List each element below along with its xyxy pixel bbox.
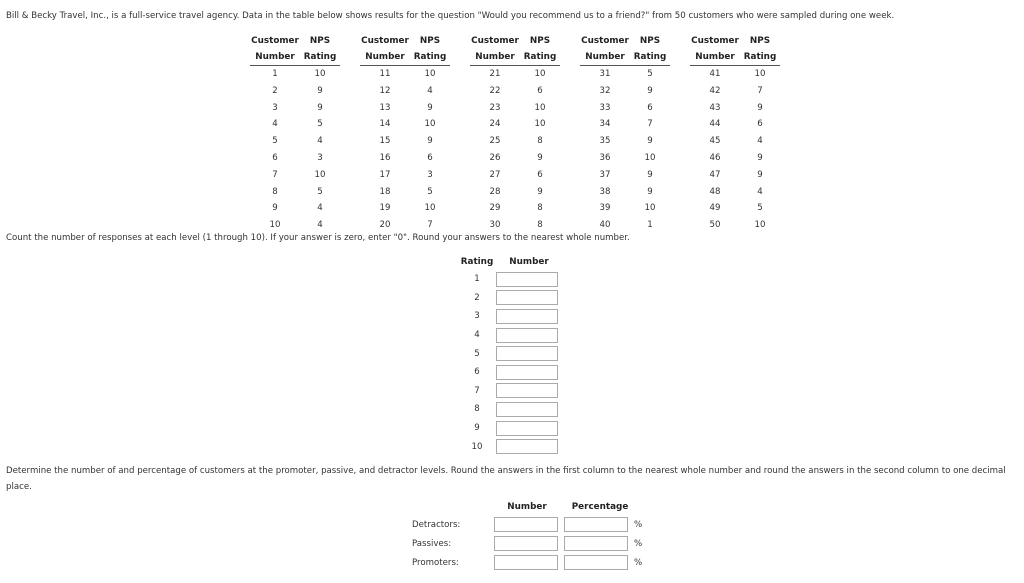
nps-table-group-5: [690, 33, 780, 234]
table-row: 50 10: [709, 220, 766, 231]
group-header: [470, 33, 560, 65]
table-row: 39 10: [599, 203, 656, 214]
header-nps: NPS: [419, 36, 441, 46]
table-row: 4 5: [272, 119, 323, 130]
header-rating: Rating: [303, 52, 337, 62]
rating-2-count-input[interactable]: [496, 290, 558, 305]
passives-label: Passives:: [412, 538, 452, 549]
header-nps: NPS: [639, 36, 661, 46]
table-row: 33 6: [599, 102, 653, 113]
promoters-row: [412, 553, 642, 572]
table-row: 29 8: [489, 203, 543, 214]
table-row: 31 5: [599, 69, 653, 79]
table-row: 40 1: [599, 220, 653, 231]
table-row: 15 9: [379, 136, 433, 147]
header-number: Number: [585, 52, 625, 62]
rating-row: [458, 437, 562, 456]
rating-9-count-input[interactable]: [496, 421, 558, 436]
header-number: Number: [365, 52, 405, 62]
percent-sign: %: [634, 519, 643, 530]
rating-label: 3: [474, 311, 480, 322]
table-row: 34 7: [599, 119, 653, 130]
table-row: 48 4: [709, 186, 763, 197]
header-number: Number: [695, 52, 735, 62]
promoters-label: Promoters:: [412, 557, 459, 568]
rating-1-count-input[interactable]: [496, 272, 558, 287]
table-row: 9 4: [272, 203, 323, 214]
rating-3-count-input[interactable]: [496, 309, 558, 324]
rating-label: 8: [474, 404, 480, 415]
table-row: 26 9: [489, 152, 543, 163]
percent-sign: %: [634, 557, 643, 568]
detractors-label: Detractors:: [412, 519, 461, 530]
detractors-row: [412, 515, 642, 534]
header-rating: Rating: [633, 52, 667, 62]
rating-label: 2: [474, 292, 480, 303]
header-customer: Customer: [581, 36, 629, 46]
table-row: 46 9: [709, 152, 763, 163]
group-header: [580, 33, 670, 65]
table-row: 2 9: [272, 85, 323, 96]
nps-table-group-3: [470, 33, 560, 234]
rating-row: [458, 307, 562, 326]
level-table: [412, 500, 642, 572]
table-row: 47 9: [709, 169, 763, 180]
intro-text: Bill & Becky Travel, Inc., is a full-service travel agency. Data in the table below shows results for the question "Would you recommend us to a friend?" from 50 customers who were sampled during one week.: [6, 11, 895, 21]
table-row: 42 7: [709, 85, 763, 96]
table-row: 43 9: [709, 102, 763, 113]
passives-row: [412, 534, 642, 553]
rating-row: [458, 382, 562, 401]
header-number: Number: [255, 52, 295, 62]
table-row: 23 10: [489, 102, 546, 113]
rating-label: 10: [471, 441, 483, 452]
rating-4-count-input[interactable]: [496, 328, 558, 343]
rating-header: Rating: [460, 257, 494, 267]
nps-table-group-2: [360, 33, 450, 234]
rating-6-count-input[interactable]: [496, 365, 558, 380]
level-number-header: Number: [507, 502, 547, 512]
promoters-number-input[interactable]: [494, 555, 558, 570]
nps-table-group-4: [580, 33, 670, 234]
rating-row: [458, 344, 562, 363]
table-row: 13 9: [379, 102, 433, 113]
table-row: 41 10: [709, 69, 766, 79]
rating-label: 6: [474, 367, 480, 378]
detractors-number-input[interactable]: [494, 517, 558, 532]
nps-table-group-1: [250, 33, 340, 234]
level-instructions: Determine the number of and percentage of customers at the promoter, passive, and detractor levels. Round the answers in the first column to the nearest whole number and round the answers in the second column to one decimal place.: [6, 466, 1006, 492]
table-row: 36 10: [599, 152, 656, 163]
promoters-percentage-input[interactable]: [564, 555, 628, 570]
header-nps: NPS: [309, 36, 331, 46]
table-row: 32 9: [599, 85, 653, 96]
rating-8-count-input[interactable]: [496, 402, 558, 417]
table-row: 17 3: [379, 169, 433, 180]
rating-row: [458, 400, 562, 419]
rating-label: 9: [474, 423, 480, 434]
table-row: 37 9: [599, 169, 653, 180]
table-row: 10 4: [269, 220, 323, 231]
passives-percentage-input[interactable]: [564, 536, 628, 551]
header-nps: NPS: [529, 36, 551, 46]
header-customer: Customer: [361, 36, 409, 46]
rating-row: [458, 289, 562, 308]
header-customer: Customer: [471, 36, 519, 46]
rating-label: 5: [474, 348, 480, 359]
table-row: 6 3: [272, 152, 323, 163]
header-rating: Rating: [413, 52, 447, 62]
detractors-percentage-input[interactable]: [564, 517, 628, 532]
header-number: Number: [475, 52, 515, 62]
rating-row: [458, 326, 562, 345]
table-row: 8 5: [272, 186, 323, 197]
table-row: 22 6: [489, 85, 543, 96]
table-row: 18 5: [379, 186, 433, 197]
table-row: 44 6: [709, 119, 763, 130]
table-row: 28 9: [489, 186, 543, 197]
number-header: Number: [509, 257, 549, 267]
rating-row: [458, 419, 562, 438]
header-customer: Customer: [251, 36, 299, 46]
rating-row: [458, 363, 562, 382]
rating-5-count-input[interactable]: [496, 346, 558, 361]
table-row: 49 5: [709, 203, 763, 214]
table-row: 21 10: [489, 69, 546, 79]
table-row: 24 10: [489, 119, 546, 130]
table-row: 27 6: [489, 169, 543, 180]
rating-label: 7: [474, 385, 480, 396]
rating-label: 1: [474, 274, 480, 285]
percent-sign: %: [634, 538, 643, 549]
table-row: 30 8: [489, 220, 543, 231]
table-row: 20 7: [379, 220, 433, 231]
table-row: 11 10: [379, 69, 436, 79]
header-nps: NPS: [749, 36, 771, 46]
table-row: 14 10: [379, 119, 436, 130]
table-row: 16 6: [379, 152, 433, 163]
table-row: 12 4: [379, 85, 433, 96]
table-row: 1 10: [272, 69, 326, 79]
group-header: [360, 33, 450, 65]
rating-count-table: [458, 255, 562, 456]
header-rating: Rating: [523, 52, 557, 62]
table-row: 19 10: [379, 203, 436, 214]
rating-7-count-input[interactable]: [496, 383, 558, 398]
level-percentage-header: Percentage: [571, 502, 629, 512]
rating-row: [458, 270, 562, 289]
table-row: 7 10: [272, 169, 326, 180]
table-row: 45 4: [709, 136, 763, 147]
header-rating: Rating: [743, 52, 777, 62]
count-instructions: Count the number of responses at each level (1 through 10). If your answer is zero, enter "0". Round your answers to the nearest whole number.: [6, 233, 630, 243]
passives-number-input[interactable]: [494, 536, 558, 551]
table-row: 5 4: [272, 136, 323, 147]
table-row: 3 9: [272, 102, 323, 113]
rating-10-count-input[interactable]: [496, 439, 558, 454]
header-customer: Customer: [691, 36, 739, 46]
table-row: 35 9: [599, 136, 653, 147]
table-row: 25 8: [489, 136, 543, 147]
rating-label: 4: [474, 330, 480, 341]
table-row: 38 9: [599, 186, 653, 197]
group-header: [250, 33, 340, 65]
group-header: [690, 33, 780, 65]
